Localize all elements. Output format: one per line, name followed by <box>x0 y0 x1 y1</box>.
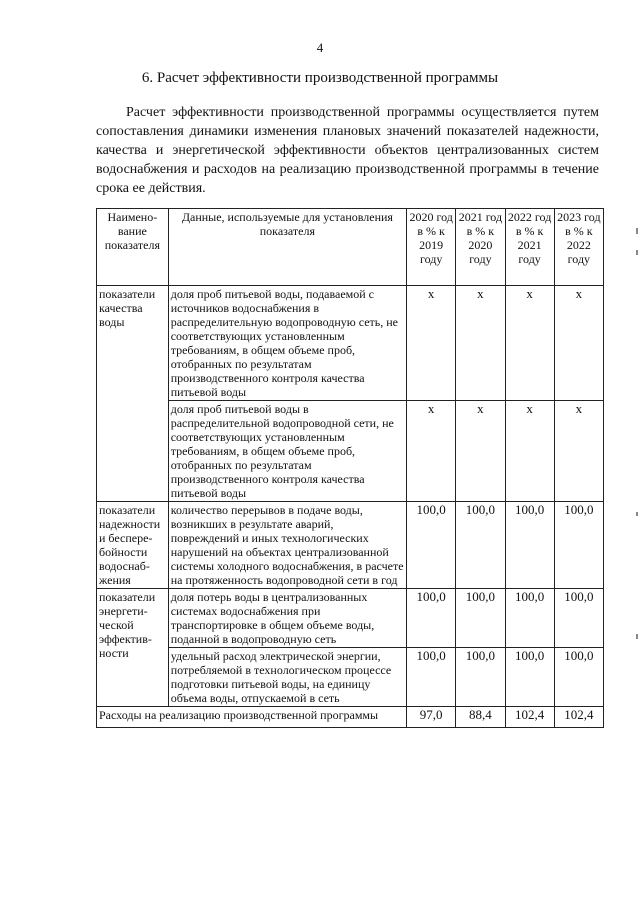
row-value: x <box>407 401 456 502</box>
scan-artifact <box>636 228 638 234</box>
intro-paragraph: Расчет эффективности производственной программы осуществляется путем сопоставления динамики изменения плановых значений показателей надежности, качества и энергетической эффективности объектов централизованных систем водоснабжения и расходов на реализацию производственной программы в течение срока ее действия. <box>96 105 599 196</box>
row-data-text: количество перерывов в подаче воды, возникших в результате аварий, повреждений и иных технологических нарушений на объектах централизованной системы холодного водоснабжения, в расчете на протяженность водопроводной сети в год <box>168 502 406 589</box>
header-indicator-name: Наимено-вание показателя <box>97 209 169 286</box>
row-value: 100,0 <box>554 502 603 589</box>
row-data-text: доля потерь воды в централизованных системах водоснабжения при транспортировке в общем объеме воды, поданной в водопроводную сеть <box>168 589 406 648</box>
row-value: 100,0 <box>554 589 603 648</box>
row-value: x <box>505 401 554 502</box>
row-value: x <box>407 286 456 401</box>
scan-artifact <box>636 634 638 639</box>
header-year-2022: 2022 год в % к 2021 году <box>505 209 554 286</box>
header-year-2021: 2021 год в % к 2020 году <box>456 209 505 286</box>
total-value: 102,4 <box>505 707 554 728</box>
total-label: Расходы на реализацию производственной программы <box>97 707 407 728</box>
row-value: 100,0 <box>456 648 505 707</box>
table-row <box>97 589 604 648</box>
table-row <box>97 286 604 401</box>
row-value: x <box>554 286 603 401</box>
row-value: 100,0 <box>456 502 505 589</box>
row-value: x <box>456 401 505 502</box>
row-data-text: доля проб питьевой воды, подаваемой с источников водоснабжения в распределительную водопроводную сеть, не соответствующих установленным требованиям, в общем объеме проб, отобранных по результатам производственного контроля качества питьевой воды <box>168 286 406 401</box>
row-value: 100,0 <box>456 589 505 648</box>
header-year-2023: 2023 год в % к 2022 году <box>554 209 603 286</box>
table-row <box>97 401 604 502</box>
scan-artifact <box>636 250 638 255</box>
row-value: x <box>505 286 554 401</box>
table-header-row <box>97 209 604 286</box>
row-value: 100,0 <box>554 648 603 707</box>
section-heading: 6. Расчет эффективности производственной программы <box>141 70 499 86</box>
row-data-text: доля проб питьевой воды в распределительной водопроводной сети, не соответствующих установленным требованиям, в общем объеме проб, отобранных по результатам производственного контроля качества питьевой воды <box>168 401 406 502</box>
table-row <box>97 502 604 589</box>
row-value: x <box>554 401 603 502</box>
table-total-row <box>97 707 604 728</box>
header-data-used: Данные, используемые для установления показателя <box>168 209 406 286</box>
row-value: 100,0 <box>505 648 554 707</box>
table-row <box>97 648 604 707</box>
total-value: 102,4 <box>554 707 603 728</box>
row-data-text: удельный расход электрической энергии, потребляемой в технологическом процессе подготовки питьевой воды, на единицу объема воды, отпускаемой в сеть <box>168 648 406 707</box>
group-name-reliability: показатели надежности и беспере-бойности водоснаб-жения <box>97 502 169 589</box>
page-number: 4 <box>316 40 324 55</box>
scan-artifact <box>636 512 638 516</box>
row-value: 100,0 <box>407 502 456 589</box>
row-value: 100,0 <box>407 648 456 707</box>
row-value: 100,0 <box>505 502 554 589</box>
efficiency-table <box>96 208 604 728</box>
group-name-energy-efficiency: показатели энергети-ческой эффектив-ности <box>97 589 169 707</box>
row-value: 100,0 <box>505 589 554 648</box>
header-year-2020: 2020 год в % к 2019 году <box>407 209 456 286</box>
total-value: 97,0 <box>407 707 456 728</box>
total-value: 88,4 <box>456 707 505 728</box>
row-value: 100,0 <box>407 589 456 648</box>
row-value: x <box>456 286 505 401</box>
group-name-water-quality: показатели качества воды <box>97 286 169 502</box>
